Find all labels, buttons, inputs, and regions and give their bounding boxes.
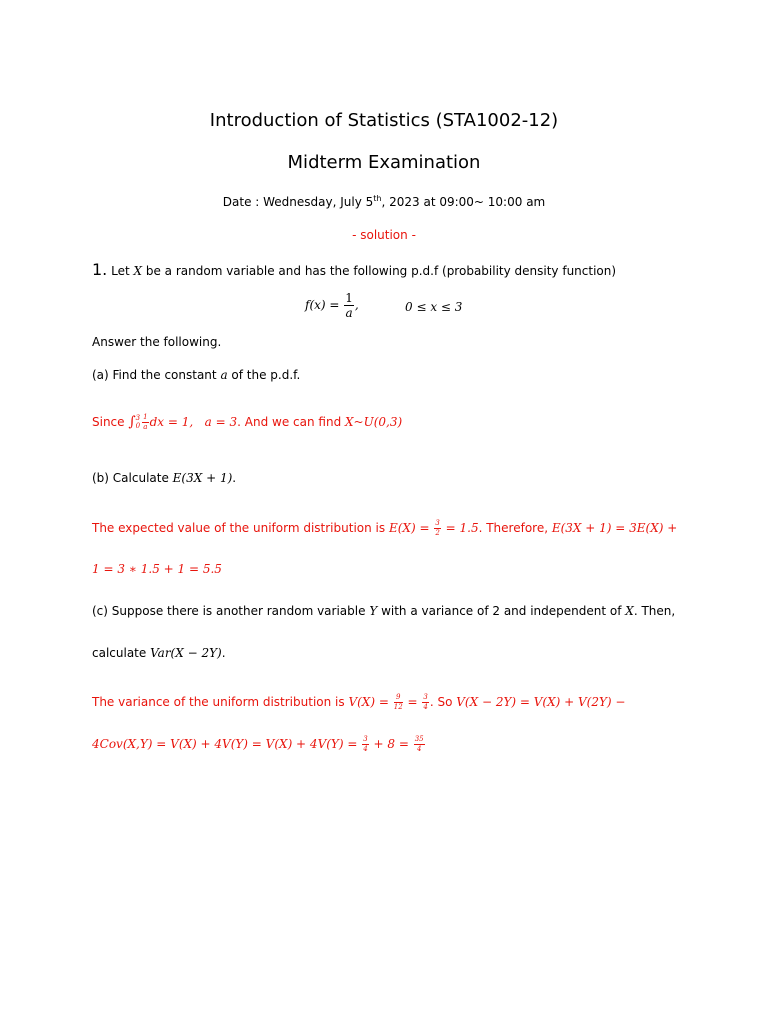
integral-symbol: ∫ [128,414,136,430]
q1-prompt-b: be a random variable and has the following p.d.f (probability density function) [145,264,617,278]
q1b-suffix: . [232,471,237,485]
integral-lower: 0 [135,421,141,430]
q1b-sol-frac [434,520,440,537]
q1a-sol-text: . And we can find [237,415,342,429]
q1b-frac-num: 3 [435,519,440,527]
q1b-frac-den: 2 [435,529,440,537]
q1a-dx: dx = 1, [149,415,194,429]
q1c-line2-suffix: . [221,646,226,660]
q1c-sol-eq: = [407,695,418,709]
answer-following: Answer the following. [92,335,222,349]
q1c-frac1-num: 9 [394,694,403,703]
solution-label: - solution - [352,228,416,242]
q1c-frac3-den: 4 [363,745,368,753]
q1c-line2-expr: Var(X − 2Y) [150,646,222,660]
q1c-frac2-den: 4 [423,703,428,711]
q1b-sol-ex: E(X) = [388,521,430,535]
exam-subtitle: Midterm Examination [287,152,481,173]
q1b-sol-eq: = 1.5 [445,521,479,535]
exam-title: Introduction of Statistics (STA1002-12) [209,110,559,131]
q1c-frac3-num: 3 [363,735,368,743]
q1b-sol-expr: E(3X + 1) = 3E(X) + [551,521,678,535]
q1b-expr: E(3X + 1) [172,471,233,485]
q1b-solution-line1 [92,520,677,537]
q1b-question [92,471,236,485]
q1a-frac-num: 1 [143,413,148,421]
q1c-line2-prefix: calculate [92,646,147,660]
q1b-sol-prefix: The expected value of the uniform distribution is [92,521,386,535]
q1c-sol-frac4 [414,736,425,753]
q1c-solution-line2 [92,736,426,753]
q1c-sol-frac3 [362,736,368,753]
q1a-sol-prefix: Since [92,415,125,429]
q1c-sol-vx: V(X) = [348,695,389,709]
pdf-fraction [344,292,354,319]
q1a-dist: X~U(0,3) [345,415,403,429]
pdf-lhs: f(x) = [305,298,340,312]
q1c-frac1-den: 12 [393,703,403,711]
q1c-sol-prefix: The variance of the uniform distribution is [92,695,345,709]
q1a-var: a [220,368,228,382]
q1c-sol-frac2 [422,694,428,711]
date-suffix: , 2023 at 09:00~ 10:00 am [381,195,546,209]
q1-var-x: X [133,264,143,278]
exam-date [0,194,768,209]
q1c-plus8: + 8 = [373,737,409,751]
q1c-frac2-num: 3 [423,693,428,701]
q1c-so: . So [429,695,453,709]
q1a-question [92,368,300,382]
q1c-question-line2 [92,646,226,660]
q1c-prefix: (c) Suppose there is another random variable [92,604,366,618]
q1c-frac4-den: 4 [416,745,422,753]
q1a-solution [92,414,402,431]
q1-number: 1. [92,260,108,279]
pdf-num: 1 [345,291,353,305]
q1c-var-y: Y [369,604,378,618]
q1c-question-line1 [92,604,675,618]
pdf-den: a [345,306,353,320]
q1a-prefix: (a) Find the constant [92,368,217,382]
q1c-solution-line1 [92,694,625,711]
pdf-equation [305,292,359,319]
q1c-end: . Then, [633,604,676,618]
q1c-var-x: X [625,604,634,618]
q1c-frac4-num: 35 [414,735,424,743]
date-sup: th [373,194,382,203]
integral-limits [136,415,140,430]
q1c-sol-expr: V(X − 2Y) = V(X) + V(2Y) − [456,695,626,709]
integral-upper: 3 [135,413,141,422]
pdf-comma: , [354,298,359,312]
q1-prompt [92,260,616,279]
date-prefix: Date : Wednesday, July 5 [222,195,374,209]
q1b-solution-line2: 1 = 3 ∗ 1.5 + 1 = 5.5 [92,562,222,576]
q1c-sol-line2: 4Cov(X,Y) = V(X) + 4V(Y) = V(X) + 4V(Y) = [92,737,358,751]
q1b-prefix: (b) Calculate [92,471,169,485]
q1c-mid: with a variance of 2 and independent of [381,604,622,618]
pdf-support: 0 ≤ x ≤ 3 [405,300,463,314]
q1a-sol-frac [142,414,148,431]
q1c-sol-frac1 [394,694,403,711]
q1a-a-eq: a = 3 [204,415,238,429]
q1b-therefore: . Therefore, [478,521,549,535]
q1a-suffix: of the p.d.f. [231,368,301,382]
q1a-frac-den: a [143,423,148,431]
q1-prompt-a: Let [111,264,130,278]
